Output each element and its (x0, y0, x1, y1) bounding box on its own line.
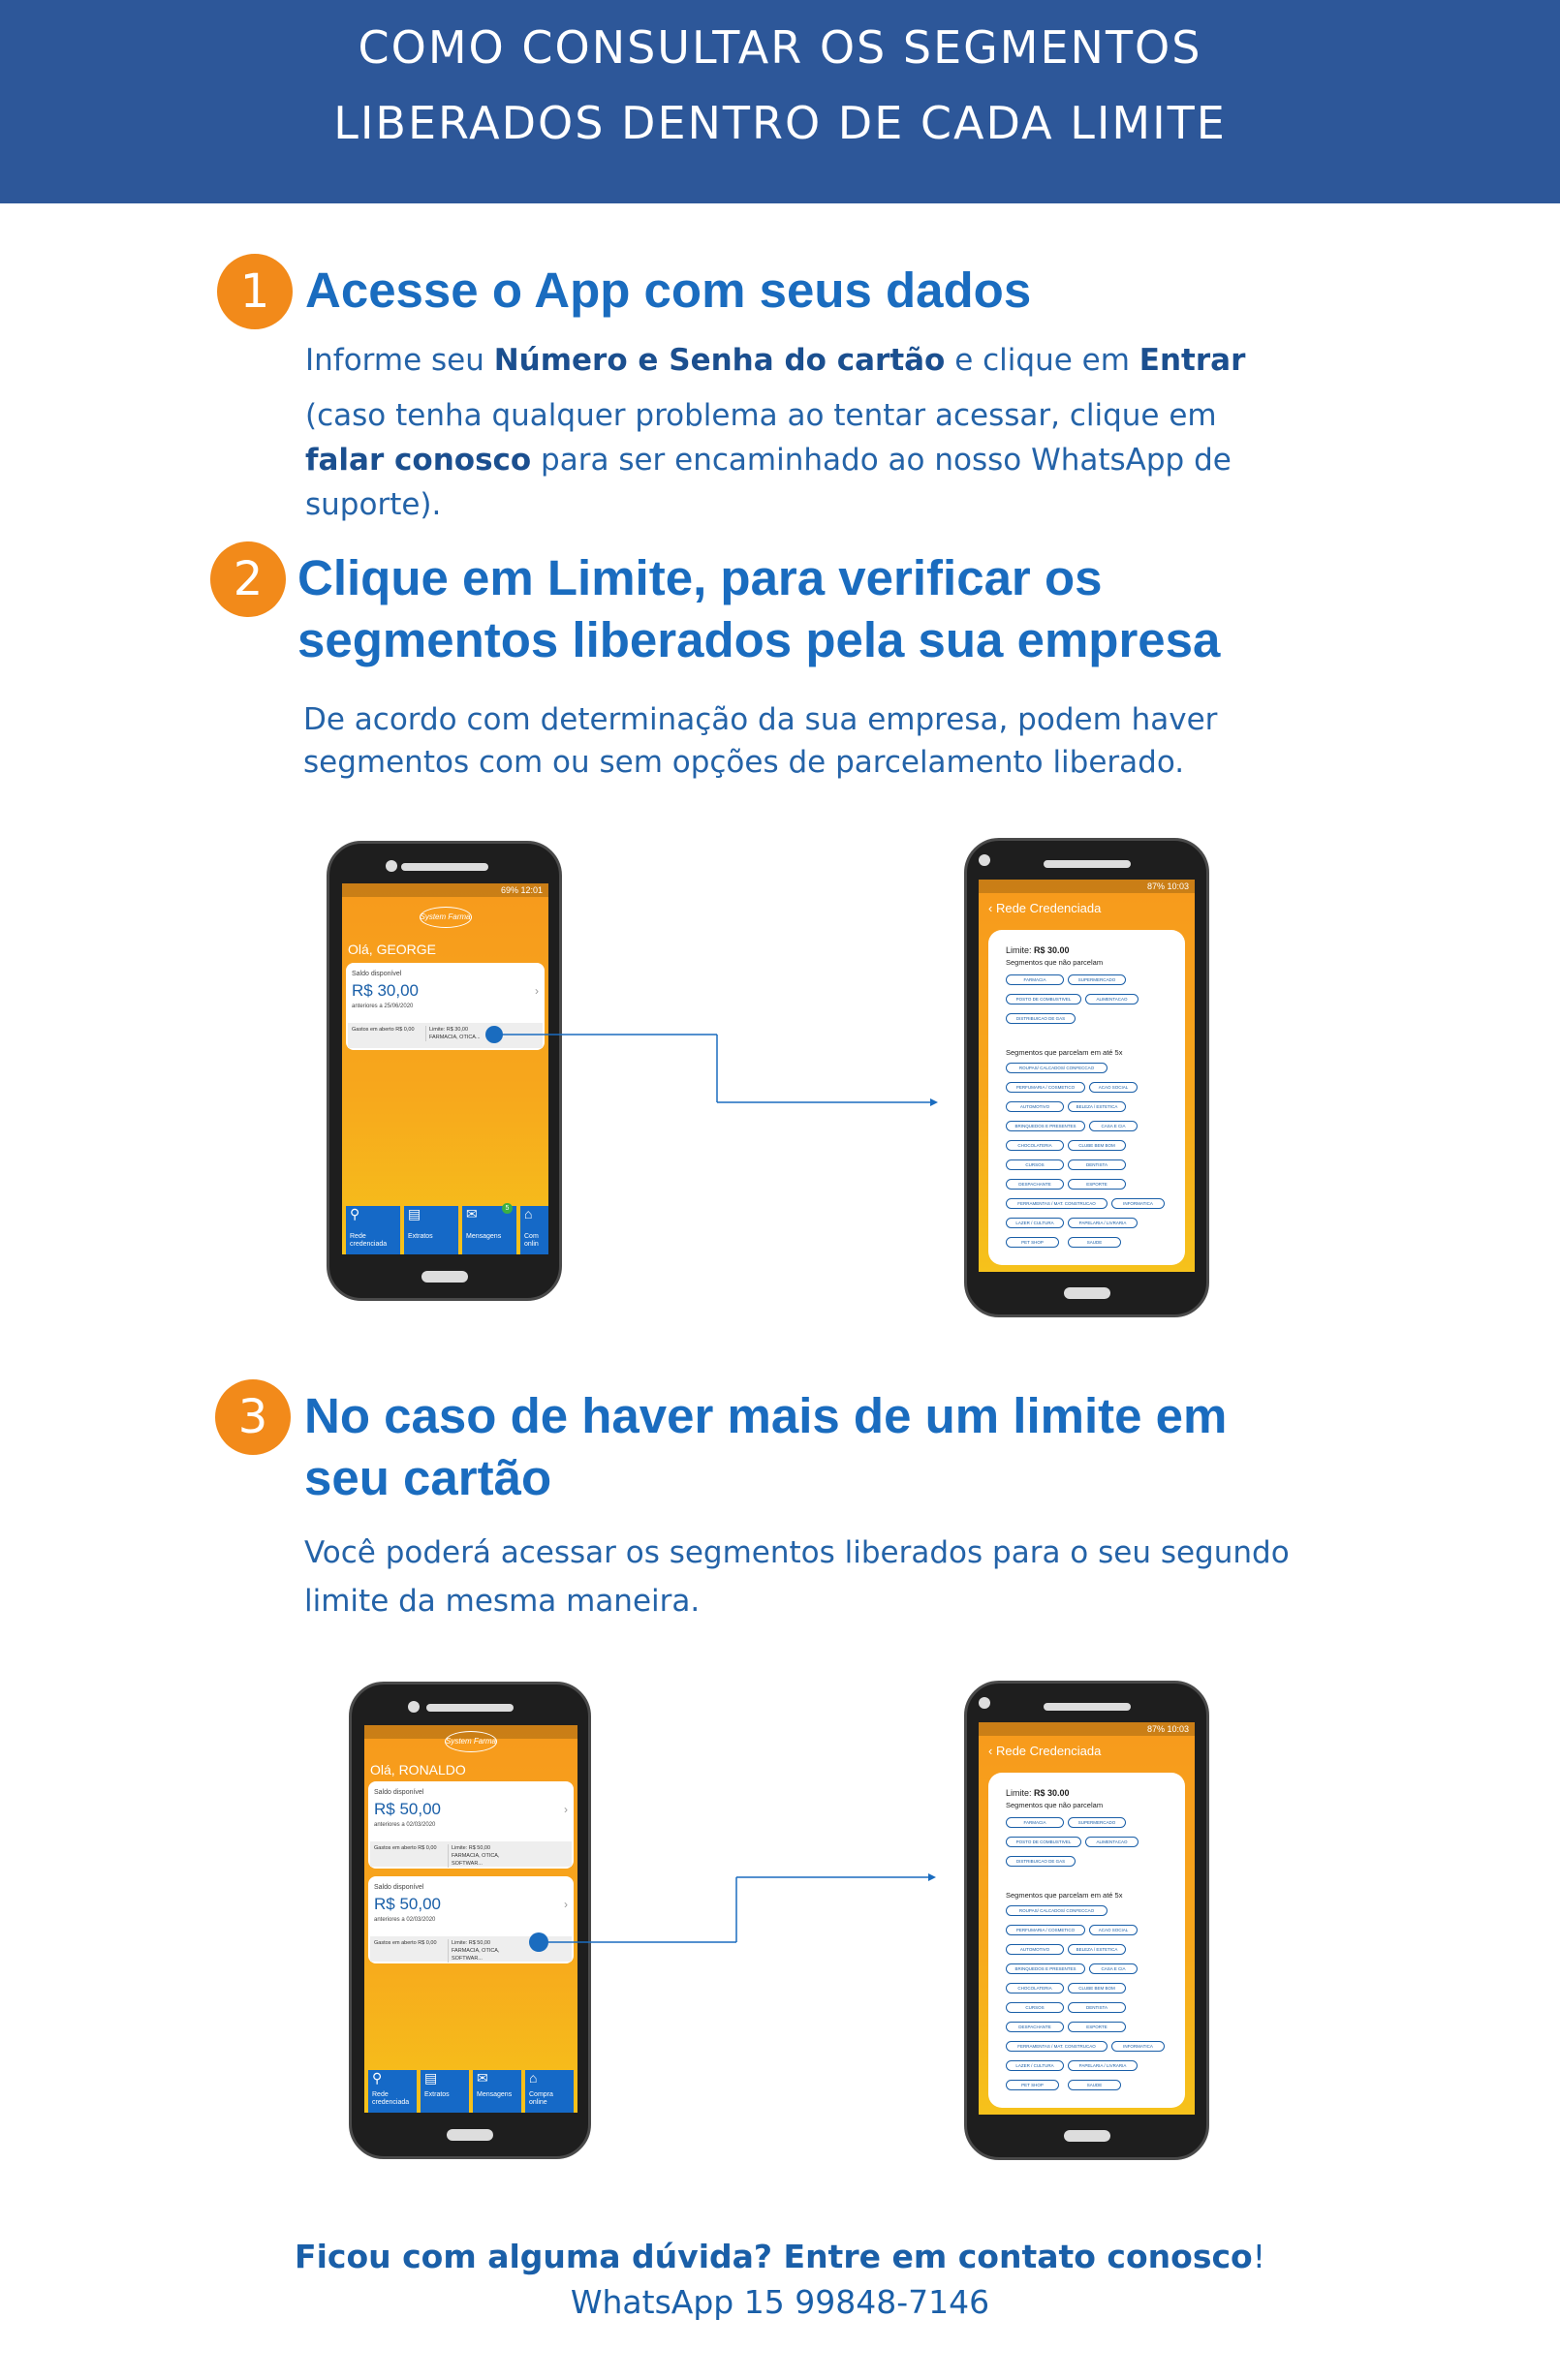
segment-tag: FERRAMENTAS / MAT. CONSTRUCAO (1006, 2041, 1108, 2052)
segment-tag: DENTISTA (1068, 2002, 1126, 2013)
segment-tag: FARMACIA (1006, 1817, 1064, 1828)
segment-tag: ALIMENTACAO (1085, 1837, 1139, 1847)
home-button (447, 2129, 493, 2141)
receipt-icon: ▤ (424, 2070, 438, 2086)
limit-segments-text[interactable]: Limite: R$ 30,00 FARMACIA, OTICA... (425, 1026, 493, 1041)
chat-icon: ✉ (466, 1206, 478, 1221)
bottom-nav (342, 1206, 548, 1254)
greeting-text: Olá, RONALDO (370, 1762, 466, 1777)
segment-tag: AUTOMOTIVO (1006, 1101, 1064, 1112)
header-title-line1: COMO CONSULTAR OS SEGMENTOS (358, 21, 1202, 74)
step2-number-badge: 2 (210, 541, 286, 617)
segment-tag: SAUDE (1068, 2080, 1121, 2090)
camera-icon (408, 1701, 420, 1713)
nav-compra-online[interactable]: ⌂ Com onlin (520, 1206, 548, 1254)
open-expenses-text: Gastos em aberto R$ 0,00 (352, 1027, 415, 1033)
installment-label: Segmentos que parcelam em até 5x (1006, 1891, 1123, 1900)
page-header (0, 0, 1560, 203)
segment-tag: BRINQUEDOS E PRESENTES (1006, 1121, 1085, 1131)
nav-rede-credenciada[interactable]: ⚲ Rede credenciada (368, 2070, 417, 2113)
app-logo: System Farma (445, 1731, 497, 1752)
chevron-left-icon[interactable]: ‹ (988, 901, 996, 915)
footer-question: Ficou com alguma dúvida? Entre em contato conosco! (295, 2238, 1265, 2275)
installment-label: Segmentos que parcelam em até 5x (1006, 1048, 1123, 1057)
non-installment-label: Segmentos que não parcelam (1006, 1801, 1104, 1809)
step1-title: Acesse o App com seus dados (305, 263, 1032, 318)
balance-label: Saldo disponível (374, 1884, 424, 1891)
limit-card-2[interactable] (368, 1876, 574, 1963)
step3-paragraph-line2: limite da mesma maneira. (304, 1584, 701, 1619)
segment-tag: ACAO SOCIAL (1089, 1082, 1138, 1093)
step1-number-badge: 1 (217, 254, 293, 329)
segment-tag: PERFUMARIA / COSMETICO (1006, 1082, 1085, 1093)
segment-tag: LAZER / CULTURA (1006, 2060, 1064, 2071)
segment-tag: BRINQUEDOS E PRESENTES (1006, 1963, 1085, 1974)
app-screen (979, 1722, 1195, 2115)
segment-tag: SUPERMERCADO (1068, 974, 1126, 985)
segment-tag: BELEZA / ESTETICA (1068, 1944, 1126, 1955)
camera-icon (979, 854, 990, 866)
limit-row[interactable] (370, 1936, 572, 1962)
camera-icon (979, 1697, 990, 1709)
segment-tag: INFORMATICA (1111, 1198, 1165, 1209)
segment-tag: CLUBE BEM BOM (1068, 1983, 1126, 1994)
segment-tag: ALIMENTACAO (1085, 994, 1139, 1005)
limit-card-1[interactable] (368, 1781, 574, 1869)
phone-speaker (426, 1704, 514, 1712)
segment-tag: PAPELARIA / LIVRARIA (1068, 1218, 1138, 1228)
segment-tag: PET SHOP (1006, 1237, 1059, 1248)
segment-tag: DENTISTA (1068, 1159, 1126, 1170)
nav-mensagens[interactable]: ✉ 5 Mensagens (462, 1206, 516, 1254)
home-button (1064, 2130, 1110, 2142)
balance-label: Saldo disponível (352, 971, 402, 977)
segment-tag: ESPORTE (1068, 1179, 1126, 1190)
app-screen (364, 1725, 577, 2113)
limit-row[interactable] (348, 1023, 543, 1048)
step1-paragraph1: Informe seu Número e Senha do cartão e clique em Entrar (305, 343, 1246, 378)
segment-tag: INFORMATICA (1111, 2041, 1165, 2052)
segment-tag: SUPERMERCADO (1068, 1817, 1126, 1828)
limit-segments-text[interactable]: Limite: R$ 50,00 FARMACIA, OTICA, SOFTWAR... (448, 1939, 515, 1963)
step3-number-badge: 3 (215, 1379, 291, 1455)
phone-rede-credenciada-1 (964, 838, 1209, 1317)
segment-tag: LAZER / CULTURA (1006, 1218, 1064, 1228)
segment-tag: DISTRIBUICAO DE GAS (1006, 1856, 1076, 1867)
notification-badge: 5 (502, 1203, 513, 1214)
home-button (1064, 1287, 1110, 1299)
segment-tag: CLUBE BEM BOM (1068, 1140, 1126, 1151)
nav-extratos[interactable]: ▤ Extratos (404, 1206, 458, 1254)
segment-tag: CHOCOLATERIA (1006, 1140, 1064, 1151)
segment-tag: ESPORTE (1068, 2022, 1126, 2032)
camera-icon (386, 860, 397, 872)
segment-tag: ROUPAS/ CALCADOS/ CONFECCAO (1006, 1063, 1108, 1073)
segments-card (988, 930, 1185, 1265)
limit-segments-text[interactable]: Limite: R$ 50,00 FARMACIA, OTICA, SOFTWAR... (448, 1844, 515, 1868)
segment-tag: BELEZA / ESTETICA (1068, 1101, 1126, 1112)
phone-speaker (401, 863, 488, 871)
header-title-line2: LIBERADOS DENTRO DE CADA LIMITE (333, 97, 1227, 149)
app-screen (979, 880, 1195, 1272)
segment-tag: PAPELARIA / LIVRARIA (1068, 2060, 1138, 2071)
segment-tag: PET SHOP (1006, 2080, 1059, 2090)
chevron-right-icon: › (535, 984, 539, 998)
open-expenses-text: Gastos em aberto R$ 0,00 (374, 1845, 437, 1851)
greeting-text: Olá, GEORGE (348, 942, 437, 957)
nav-mensagens[interactable]: ✉ Mensagens (473, 2070, 521, 2113)
segment-tag: DESPACHANTE (1006, 1179, 1064, 1190)
footer-whatsapp[interactable]: WhatsApp 15 99848-7146 (570, 2283, 990, 2321)
balance-label: Saldo disponível (374, 1789, 424, 1796)
segment-tag: AUTOMOTIVO (1006, 1944, 1064, 1955)
chevron-left-icon[interactable]: ‹ (988, 1744, 996, 1758)
segment-tag: ROUPAS/ CALCADOS/ CONFECCAO (1006, 1905, 1108, 1916)
segment-tag: ACAO SOCIAL (1089, 1925, 1138, 1935)
segment-tag: CURSOS (1006, 2002, 1064, 2013)
open-expenses-text: Gastos em aberto R$ 0,00 (374, 1940, 437, 1946)
shopping-bag-icon: ⌂ (529, 2070, 538, 2086)
segment-tag: POSTO DE COMBUSTIVEL (1006, 1837, 1081, 1847)
status-bar: 69% 12:01 (342, 883, 548, 897)
segment-tag: CURSOS (1006, 1159, 1064, 1170)
nav-extratos[interactable]: ▤ Extratos (421, 2070, 469, 2113)
step3-title-line2: seu cartão (304, 1450, 552, 1505)
segment-tag: POSTO DE COMBUSTIVEL (1006, 994, 1081, 1005)
segment-tag: PERFUMARIA / COSMETICO (1006, 1925, 1085, 1935)
step2-paragraph-line1: De acordo com determinação da sua empresa, podem haver (303, 702, 1218, 737)
balance-date: anteriores a 02/03/2020 (374, 1917, 436, 1923)
bottom-nav (364, 2070, 577, 2113)
segment-tag: FERRAMENTAS / MAT. CONSTRUCAO (1006, 1198, 1108, 1209)
receipt-icon: ▤ (408, 1206, 421, 1221)
limit-label: Limite: R$ 30.00 (1006, 1788, 1070, 1798)
limit-row[interactable] (370, 1841, 572, 1867)
step1-paragraph2: (caso tenha qualquer problema ao tentar acessar, clique em falar conosco para ser encaminhado ao nosso WhatsApp de suporte). (305, 398, 1232, 522)
app-screen (342, 883, 548, 1254)
segment-tag: CHOCOLATERIA (1006, 1983, 1064, 1994)
chevron-right-icon: › (564, 1898, 568, 1911)
segment-tag: DISTRIBUICAO DE GAS (1006, 1013, 1076, 1024)
limit-card[interactable] (346, 963, 545, 1050)
nav-rede-credenciada[interactable]: ⚲ Rede credenciada (346, 1206, 400, 1254)
step3-paragraph-line1: Você poderá acessar os segmentos liberados para o seu segundo (304, 1535, 1290, 1570)
balance-amount: R$ 50,00 (374, 1895, 441, 1913)
rede-header[interactable]: ‹ Rede Credenciada (988, 1744, 1102, 1758)
balance-amount: R$ 50,00 (374, 1800, 441, 1818)
segment-tag: SAUDE (1068, 1237, 1121, 1248)
segment-tag: CASA E CIA (1089, 1963, 1138, 1974)
status-bar: 87% 10:03 (979, 880, 1195, 893)
phone-speaker (1044, 1703, 1131, 1711)
step3-title-line1: No caso de haver mais de um limite em (304, 1388, 1228, 1443)
location-pin-icon: ⚲ (350, 1206, 360, 1221)
rede-header[interactable]: ‹ Rede Credenciada (988, 901, 1102, 915)
balance-date: anteriores a 02/03/2020 (374, 1822, 436, 1828)
step2-title-line2: segmentos liberados pela sua empresa (297, 612, 1221, 667)
app-logo: System Farma (420, 907, 472, 928)
segment-tag: CASA E CIA (1089, 1121, 1138, 1131)
balance-amount: R$ 30,00 (352, 981, 419, 1000)
home-button (421, 1271, 468, 1283)
limit-label: Limite: R$ 30.00 (1006, 945, 1070, 955)
segments-card (988, 1773, 1185, 2108)
phone-home-ronaldo (349, 1682, 591, 2159)
shopping-bag-icon: ⌂ (524, 1206, 533, 1221)
phone-speaker (1044, 860, 1131, 868)
segment-tag: DESPACHANTE (1006, 2022, 1064, 2032)
phone-home-george (327, 841, 562, 1301)
chat-icon: ✉ (477, 2070, 488, 2086)
nav-compra-online[interactable]: ⌂ Compra online (525, 2070, 574, 2113)
chevron-right-icon: › (564, 1803, 568, 1816)
non-installment-label: Segmentos que não parcelam (1006, 958, 1104, 967)
segment-tag: FARMACIA (1006, 974, 1064, 985)
status-bar: 87% 10:03 (979, 1722, 1195, 1736)
balance-date: anteriores a 25/06/2020 (352, 1004, 414, 1009)
phone-rede-credenciada-2 (964, 1681, 1209, 2160)
step2-paragraph-line2: segmentos com ou sem opções de parcelamento liberado. (303, 745, 1185, 780)
location-pin-icon: ⚲ (372, 2070, 383, 2086)
step2-title-line1: Clique em Limite, para verificar os (297, 550, 1103, 605)
